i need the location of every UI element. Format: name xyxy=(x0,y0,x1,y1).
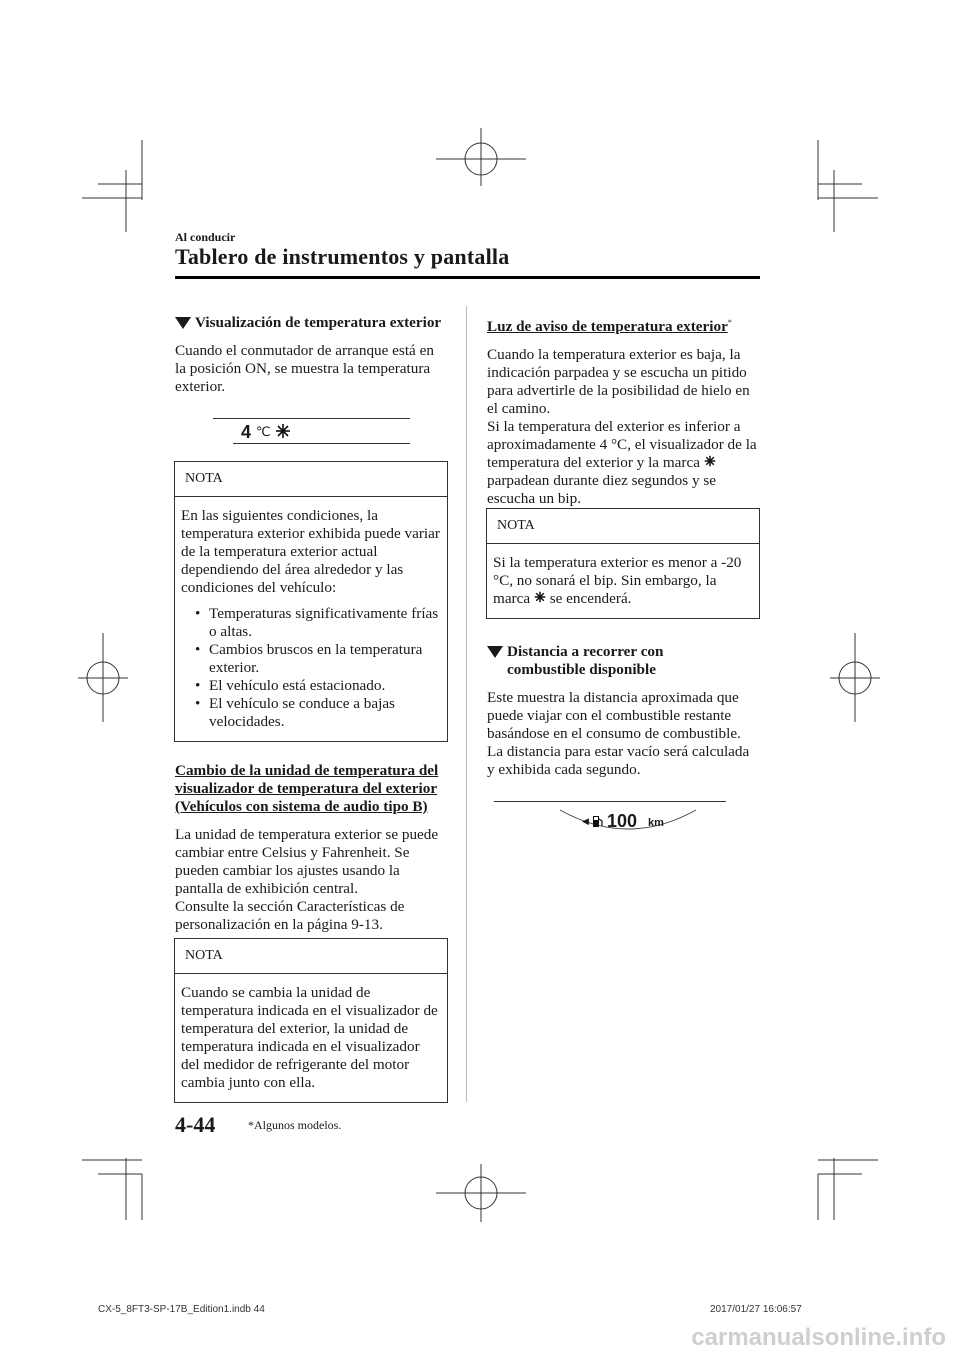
right-column xyxy=(487,314,759,508)
list-item: • Temperaturas significativamente frías o altas. xyxy=(195,605,439,640)
note-box-2 xyxy=(174,938,448,1103)
warning-para-2a: Si la temperatura del exterior es inferior a aproximadamente 4 °C, el visualizador de la temperatura del exterior y la marca xyxy=(487,418,757,472)
left-column xyxy=(175,314,447,396)
snowflake-icon xyxy=(704,455,716,467)
snowflake-icon xyxy=(534,591,546,603)
snowflake-icon xyxy=(275,423,291,439)
list-item: • El vehículo se conduce a bajas velocidades. xyxy=(195,695,395,730)
list-item: • El vehículo está estacionado. xyxy=(195,677,386,694)
watermark: carmanualsonline.info xyxy=(691,1324,946,1351)
section-label: Al conducir xyxy=(175,230,236,244)
note-box-1 xyxy=(174,461,448,742)
print-date: 2017/01/27 16:06:57 xyxy=(710,1304,802,1315)
range-value: 100 xyxy=(607,811,638,831)
unit-change-ref: Consulte la sección Características de personalización en la página 9-13. xyxy=(175,898,405,933)
range-para-2: La distancia para estar vacío será calculada y exhibida cada segundo. xyxy=(487,743,750,778)
triangle-bullet-icon xyxy=(175,317,191,329)
note-text: En las siguientes condiciones, la temperatura exterior exhibida puede variar de la temperatura exterior actual dependiendo del área alrededor y las condiciones del vehículo: xyxy=(181,507,440,596)
warning-para-1: Cuando la temperatura exterior es baja, la indicación parpadea y se escucha un pitido para advertirle de la posibilidad de hielo en el camino. xyxy=(487,346,750,418)
range-heading: Distancia a recorrer con combustible disponible xyxy=(487,643,759,679)
range-display-graphic: ◀ 100 km xyxy=(494,798,726,842)
note-box-3 xyxy=(486,508,760,619)
fuel-pump-icon xyxy=(592,814,604,828)
note-title: NOTA xyxy=(487,509,759,544)
triangle-bullet-icon xyxy=(487,646,503,658)
footnote: *Algunos modelos. xyxy=(248,1118,342,1132)
temp-display-graphic xyxy=(213,415,410,445)
unit-change-para: La unidad de temperatura exterior se puede cambiar entre Celsius y Fahrenheit. Se pueden cambiar los ajustes usando la pantalla de exhibición central. xyxy=(175,826,439,897)
warning-light-heading: Luz de aviso de temperatura exterior xyxy=(487,318,728,336)
page-number: 4-44 xyxy=(175,1112,216,1137)
note-title: NOTA xyxy=(175,939,447,974)
optional-mark: * xyxy=(727,318,732,327)
warning-para-2b: parpadean durante diez segundos y se escucha un bip. xyxy=(487,472,716,508)
temp-unit: ℃ xyxy=(256,425,271,440)
temp-value: 4 xyxy=(241,422,252,442)
outside-temp-intro: Cuando el conmutador de arranque está en la posición ON, se muestra la temperatura exterior. xyxy=(175,342,434,395)
note-text-a: Si la temperatura exterior es menor a -20 °C, no sonará el bip. Sin embargo, la marca xyxy=(493,554,742,607)
print-file-name: CX-5_8FT3-SP-17B_Edition1.indb 44 xyxy=(98,1304,265,1315)
page-title: Tablero de instrumentos y pantalla xyxy=(175,244,510,269)
note-text-b: se encenderá. xyxy=(549,590,632,607)
list-item: • Cambios bruscos en la temperatura exterior. xyxy=(195,641,423,676)
unit-change-heading: Cambio de la unidad de temperatura del visualizador de temperatura del exterior (Vehículos con sistema de audio tipo B) xyxy=(175,762,439,815)
note-title: NOTA xyxy=(175,462,447,497)
note-text: Cuando se cambia la unidad de temperatura indicada en el visualizador de temperatura del exterior, la unidad de temperatura indicada en el visualizador del medidor de refrigerante del motor cambia junto con ella. xyxy=(181,984,438,1091)
column-divider xyxy=(466,306,467,1102)
header-rule xyxy=(175,276,760,279)
unit-change-section xyxy=(175,762,447,934)
outside-temp-heading: Visualización de temperatura exterior xyxy=(175,314,447,332)
range-section xyxy=(487,643,759,779)
range-unit: km xyxy=(648,817,664,829)
range-para-1: Este muestra la distancia aproximada que puede viajar con el combustible restante basándose en el consumo de combustible. xyxy=(487,689,741,742)
